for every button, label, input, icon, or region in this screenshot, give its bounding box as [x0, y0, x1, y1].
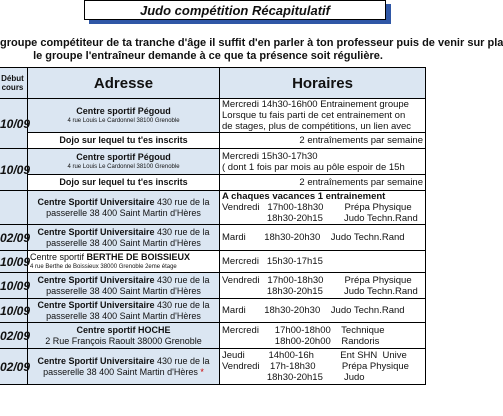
address-rest: 430 rue de la — [154, 196, 210, 207]
address-cell — [28, 133, 220, 149]
horaire-line: A chaques vacances 1 entrainement — [222, 191, 386, 202]
address-cell — [28, 273, 220, 299]
address-name: Dojo sur lequel tu t'es inscrits — [59, 135, 188, 145]
date-cell: 10/09 — [0, 273, 28, 299]
header-horaires: Horaires — [220, 68, 426, 99]
date-cell: 10/09 — [0, 299, 28, 323]
table-header-row — [0, 68, 426, 99]
address-name: Centre Sportif Universitaire — [37, 355, 155, 366]
table-row — [0, 273, 426, 299]
address-cell — [28, 251, 220, 273]
horaires-cell — [220, 225, 426, 251]
address-rest: 430 rue de la — [154, 226, 210, 237]
horaire-line: 18h00-20h00 Randoris — [222, 335, 380, 347]
page-title — [84, 0, 386, 20]
address-cell — [28, 191, 220, 225]
horaires-cell — [220, 133, 426, 149]
address-rest: 430 rue de la — [154, 299, 210, 310]
address-rest: 430 rue de la — [154, 274, 210, 285]
table-row — [0, 225, 426, 251]
header-debut-line2: cours — [1, 83, 24, 92]
address-rest: 430 rue de la — [154, 355, 210, 366]
address-line: passerelle 38 400 Saint Martin d'Hères — [43, 366, 198, 377]
table-row — [0, 149, 426, 175]
date-cell: 02/09 — [0, 349, 28, 385]
title-text: Judo compétition Récapitulatif — [140, 2, 330, 18]
date-cell: 02/09 — [0, 323, 28, 349]
table-row — [0, 349, 426, 385]
horaires-cell — [220, 299, 426, 323]
horaire-line: Mardi 18h30-20h30 Judo Techn.Rand — [222, 305, 405, 316]
table-row — [0, 133, 426, 149]
address-line: passerelle 38 400 Saint Martin d'Hères — [46, 310, 201, 321]
table-row — [0, 251, 426, 273]
address-name: Centre Sportif Universitaire — [37, 196, 155, 207]
date-cell: 10/09 — [0, 149, 28, 191]
address-line: passerelle 38 400 Saint Martin d'Hères — [46, 237, 201, 248]
table-row — [0, 191, 426, 225]
horaire-line: 2 entraînements par semaine — [299, 177, 423, 188]
address-cell — [28, 225, 220, 251]
address-cell — [28, 149, 220, 175]
address-line: 4 rue Louis Le Cardonnel 38100 Grenoble — [67, 117, 180, 124]
address-name: BERTHE DE BOISSIEUX — [86, 251, 191, 262]
address-name: Centre sportif Pégoud — [76, 151, 171, 162]
intro-text — [0, 37, 503, 63]
horaires-cell — [220, 273, 426, 299]
horaires-cell — [220, 149, 426, 175]
address-small: 2eme étage — [145, 263, 177, 270]
address-name: Centre sportif Pégoud — [76, 105, 171, 116]
header-debut — [0, 68, 28, 99]
table-row — [0, 99, 426, 133]
address-cell — [28, 299, 220, 323]
horaire-line: 18h30-20h15 Judo Techn.Rand — [222, 285, 418, 297]
horaire-line: Mercredi 14h30-16h00 Entrainement groupe — [222, 99, 409, 110]
intro-line-1: groupe compétiteur de ta tranche d'âge il suffit d'en parler à ton professeur puis de venir sur pla — [0, 37, 503, 49]
horaire-line: Jeudi 14h00-16h Ent SHN Unive — [222, 350, 407, 361]
address-line: passerelle 38 400 Saint Martin d'Hères — [46, 285, 201, 296]
address-plain: Centre sportif — [30, 251, 87, 262]
horaires-cell — [220, 349, 426, 385]
horaires-cell — [220, 191, 426, 225]
horaire-line: Lorsque tu fais parti de cet entrainement on — [222, 110, 406, 121]
horaire-line: Vendredi 17h00-18h30 Prépa Physique — [222, 202, 412, 213]
horaire-line: 2 entraînements par semaine — [299, 135, 423, 146]
schedule-table — [0, 67, 426, 385]
address-line: 4 rue Berthe de Boissieux 38000 Grenoble — [30, 263, 146, 270]
horaire-line: 18h30-20h15 Judo — [222, 372, 365, 383]
horaires-cell — [220, 323, 426, 349]
horaires-cell — [220, 175, 426, 191]
address-name: Centre Sportif Universitaire — [37, 226, 155, 237]
horaire-line: Vendredi 17h00-18h30 Prépa Physique — [222, 274, 412, 286]
horaire-line: 18h30-20h15 Judo Techn.Rand — [222, 213, 418, 224]
address-line: 2 Rue François Raoult 38000 Grenoble — [45, 335, 202, 346]
address-name: Centre Sportif Universitaire — [37, 274, 155, 285]
horaire-line: Mercredi 17h00-18h00 Technique — [222, 324, 385, 336]
table-row — [0, 175, 426, 191]
date-cell: 10/09 — [0, 99, 28, 149]
address-name: Dojo sur lequel tu t'es inscrits — [59, 177, 188, 187]
horaire-line: ( dont 1 fois par mois au pôle espoir de 15h — [222, 161, 405, 173]
address-cell — [28, 323, 220, 349]
header-adresse: Adresse — [28, 68, 220, 99]
address-star: * — [197, 366, 204, 377]
table-row — [0, 323, 426, 349]
address-name: Centre Sportif Universitaire — [37, 299, 155, 310]
intro-line-2: le groupe l'entraîneur demande à ce que ta présence soit régulière. — [33, 50, 383, 62]
horaires-cell — [220, 251, 426, 273]
horaire-line: Mardi 18h30-20h30 Judo Techn.Rand — [222, 232, 405, 243]
date-cell: 10/09 — [0, 251, 28, 273]
address-cell — [28, 99, 220, 133]
address-name: Centre sportif HOCHE — [76, 324, 171, 335]
horaire-line: Mercredi 15h30-17h30 — [222, 150, 318, 162]
address-cell — [28, 349, 220, 385]
address-line: passerelle 38 400 Saint Martin d'Hères — [46, 207, 201, 218]
address-cell — [28, 175, 220, 191]
table-row — [0, 299, 426, 323]
horaire-line: Mercredi 15h30-17h15 — [222, 256, 323, 267]
address-line: 4 rue Louis Le Cardonnel 38100 Grenoble — [67, 163, 180, 170]
horaire-line: Vendredi 17h-18h30 Prépa Physique — [222, 361, 409, 372]
date-cell: 02/09 — [0, 225, 28, 251]
header-debut-line1: Début — [1, 74, 24, 83]
horaire-line: de stages, plus de compétitions, un lien avec — [222, 121, 412, 132]
horaires-cell — [220, 99, 426, 133]
date-cell — [0, 191, 28, 225]
